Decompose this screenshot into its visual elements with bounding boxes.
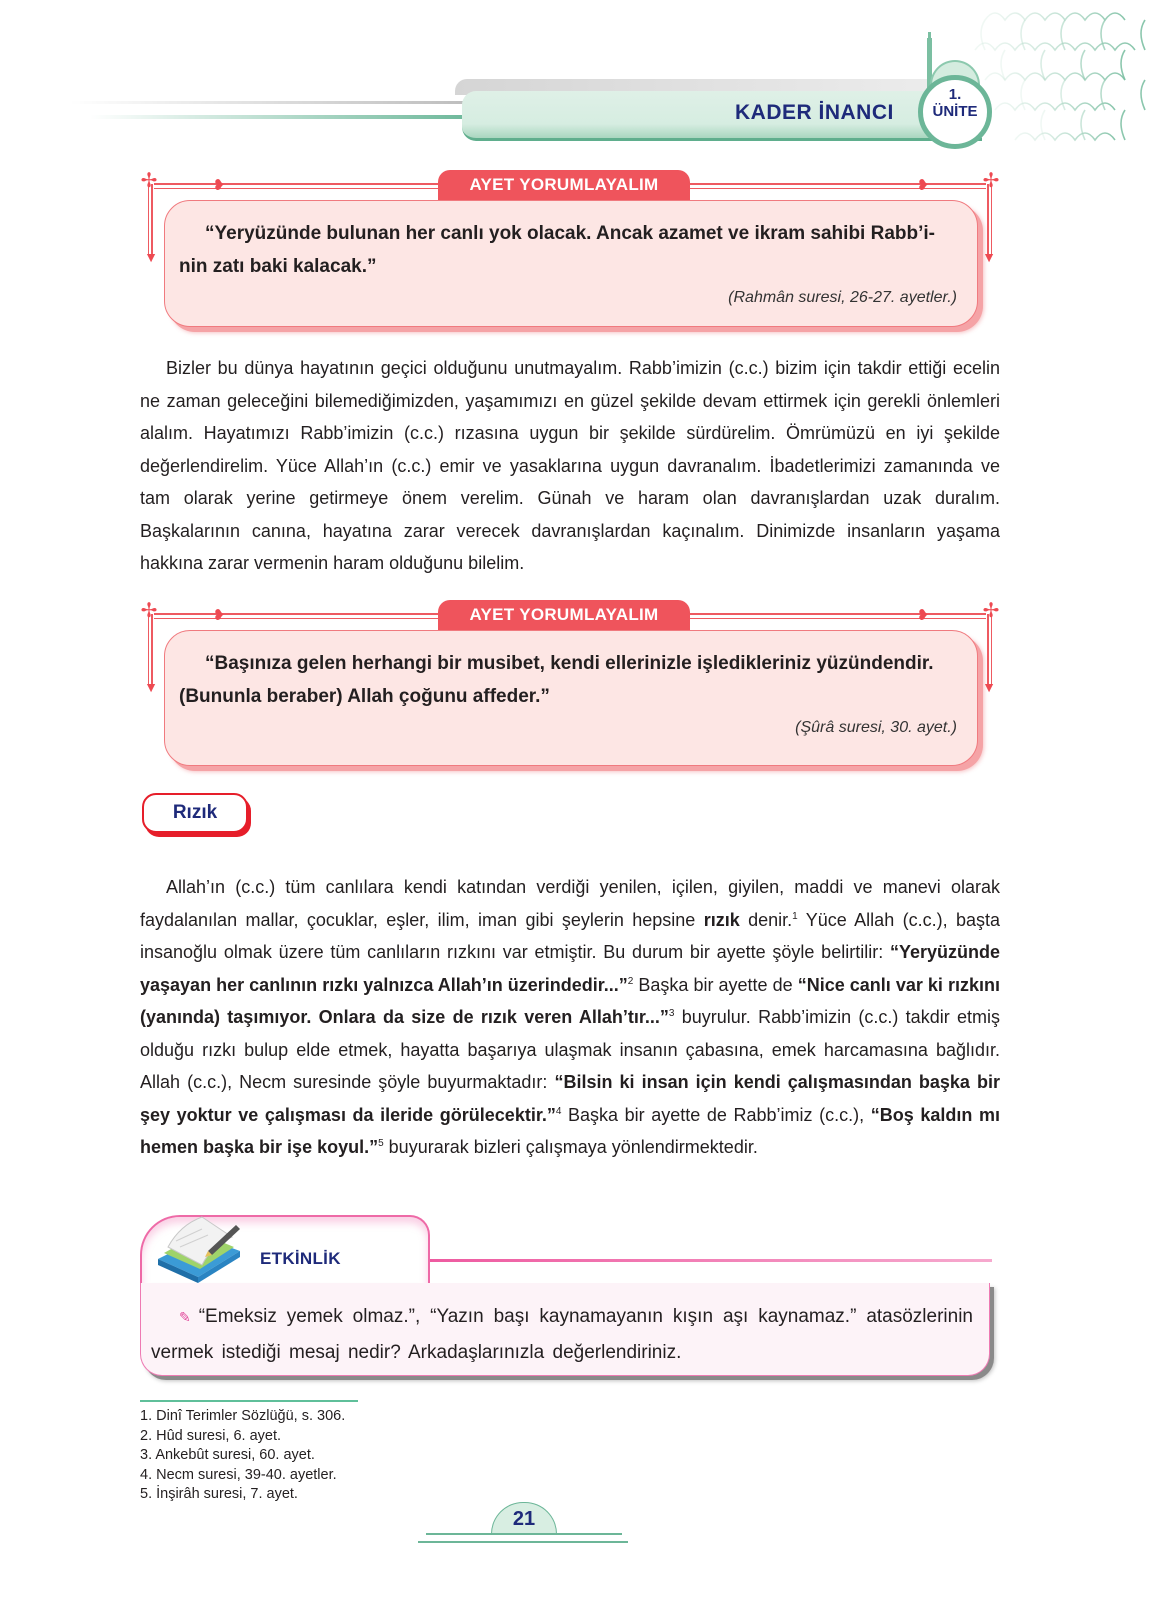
frame-left-rule [148,184,153,254]
unit-label: ÜNİTE [932,103,978,120]
text-run: buyrulur. Rabb’imizin (c.c.) takdir etmiş olduğu rızkı bulup elde etmek, hayatta başarıya ulaşmak insanın çabasına, emek harcamasına bağlıdır. Allah (c.c.), Necm suresinde şöyle buyurmaktadır: [140,1007,1000,1092]
ayet-reference: (Şûrâ suresi, 30. ayet.) [795,719,957,736]
footnote-ref: 1 [792,910,798,922]
ayet-section-1 [140,164,1000,334]
header-grey-stroke [70,101,470,104]
pencil-icon: ✎ [179,1309,191,1325]
bold-term: rızık [703,909,740,930]
corner-ornament-icon: ✢ [140,600,158,622]
text-run: Başka bir ayette de [633,974,798,995]
activity-content [140,1283,990,1376]
ayet-tab-label: AYET YORUMLAYALIM [438,600,690,630]
footnote-rule [140,1400,358,1402]
ornament-pattern-icon [965,0,1163,170]
drop-ornament-icon: ▼ [982,249,996,265]
body-paragraph-2 [140,871,1000,1164]
bold-quote: “Boş kaldın mı hemen başka bir işe koyul.” [140,1104,1001,1157]
ayet-quote: “Yeryüzünde bulunan her canlı yok olacak. Ancak azamet ve ikram sahibi Rabb’inin zatı baki kalacak.” [179,223,935,277]
footnote-ref: 5 [378,1138,384,1149]
frame-right-rule [987,614,992,684]
page-rule [426,1533,622,1535]
ayet-reference: (Rahmân suresi, 26-27. ayetler.) [728,289,957,306]
body-paragraph-1: Bizler bu dünya hayatının geçici olduğunu unutmayalım. Rabb’imizin (c.c.) bizim için takdir ettiği ecelin ne zaman geleceğini bilemediğimizden, yaşamımızı en güzel şekilde devam ettirmek için gerekli önlemleri alalım. Hayatımızı Rabb’imizin (c.c.) rızasına uygun bir şekilde sürdürelim. Ömrümüzü en iyi şekilde değerlendirelim. Yüce Allah’ın (c.c.) emir ve yasaklarına uygun davranalım. İbadetlerimizi zamanında ve tam olarak yerine getirmeye önem verelim. Günah ve haram olan davranışlardan uzak duralım. Başkalarının canına, hayatına zarar verecek davranışlardan kaçınalım. Dinimizde insanların yaşama hakkına zarar vermenin haram olduğunu bilelim. [140,358,1000,573]
unit-number: 1. [948,86,962,103]
footnote-item: 3. Ankebût suresi, 60. ayet. [140,1447,315,1463]
footnote-item: 2. Hûd suresi, 6. ayet. [140,1427,282,1444]
activity-text-block [151,1299,973,1370]
ayet-quote: “Başınıza gelen herhangi bir musibet, kendi ellerinizle işledikleriniz yüzündendir. (Bununla beraber) Allah çoğunu affeder.” [179,653,934,707]
unit-title: KADER İNANCI [735,101,894,124]
footnote-ref: 3 [668,1008,675,1019]
header-green-stroke [90,115,470,119]
drop-ornament-icon: ▼ [144,679,158,695]
text-run: buyurarak bizleri çalışmaya yönlendirmektedir. [383,1137,758,1157]
activity-box [140,1215,1010,1365]
activity-question: “Emeksiz yemek olmaz.”, “Yazın başı kaynamayanın kışın aşı kaynamaz.” atasözlerinin vermek istediği mesaj nedir? Arkadaşlarınızla değerlendiriniz. [151,1306,973,1363]
frame-right-rule [987,184,992,254]
bold-quote: “Yeryüzünde yaşayan her canlının rızkı yalnızca Allah’ın üzerindedir...” [140,942,1000,995]
page-number: 21 [512,1508,536,1530]
corner-ornament-icon: ✢ [140,170,158,192]
ayet-quote-box [164,630,978,766]
text-run: Allah’ın (c.c.) tüm canlılara kendi katından verdiği yenilen, içilen, giyilen, maddi ve manevi olarak faydalanılan mallar, çocuklar, eşler, ilim, iman gibi şeylerin hepsine [140,877,1000,930]
footnotes [140,1407,345,1505]
activity-header-rule [428,1259,992,1262]
drop-ornament-icon: ▼ [982,679,996,695]
fleur-ornament-icon: ❥ [916,177,930,194]
text-run: Başka bir ayette de Rabb’imiz (c.c.), [561,1104,871,1125]
section-heading-rizik: Rızık [142,793,248,833]
fleur-ornament-icon: ❥ [212,607,226,624]
footnote-item: 1. Dinî Terimler Sözlüğü, s. 306. [140,1408,346,1424]
fleur-ornament-icon: ❥ [916,607,930,624]
activity-title: ETKİNLİK [260,1249,341,1268]
footnote-item: 5. İnşirâh suresi, 7. ayet. [140,1486,298,1502]
footnote-ref: 4 [555,1105,562,1117]
ayet-quote-box [164,200,978,327]
footnote-item: 4. Necm suresi, 39-40. ayetler. [140,1466,337,1483]
corner-ornament-icon: ✢ [982,170,1000,192]
ayet-section-2 [140,594,1000,764]
drop-ornament-icon: ▼ [144,249,158,265]
corner-ornament-icon: ✢ [982,600,1000,622]
fleur-ornament-icon: ❥ [212,177,226,194]
footnote-ref: 2 [627,975,634,987]
ayet-tab-label: AYET YORUMLAYALIM [438,170,690,200]
header-band [462,91,982,141]
book-icon [150,1207,250,1287]
bold-quote: “Bilsin ki insan için kendi çalışmasından başka bir şey yoktur ve çalışması da ileride görülecektir.” [140,1072,1000,1125]
text-run: Yüce Allah (c.c.), başta insanoğlu olmak üzere tüm canlıların rızkını var etmiştir. Bu durum bir ayette şöyle belirtilir: [140,909,1000,962]
text-run: denir. [739,909,793,930]
frame-left-rule [148,614,153,684]
page-rule [418,1541,628,1543]
bold-quote: “Nice canlı var ki rızkını (yanında) taşımıyor. Onlara da size de rızık veren Allah’tır...” [140,974,1000,1027]
unit-badge [918,75,992,149]
